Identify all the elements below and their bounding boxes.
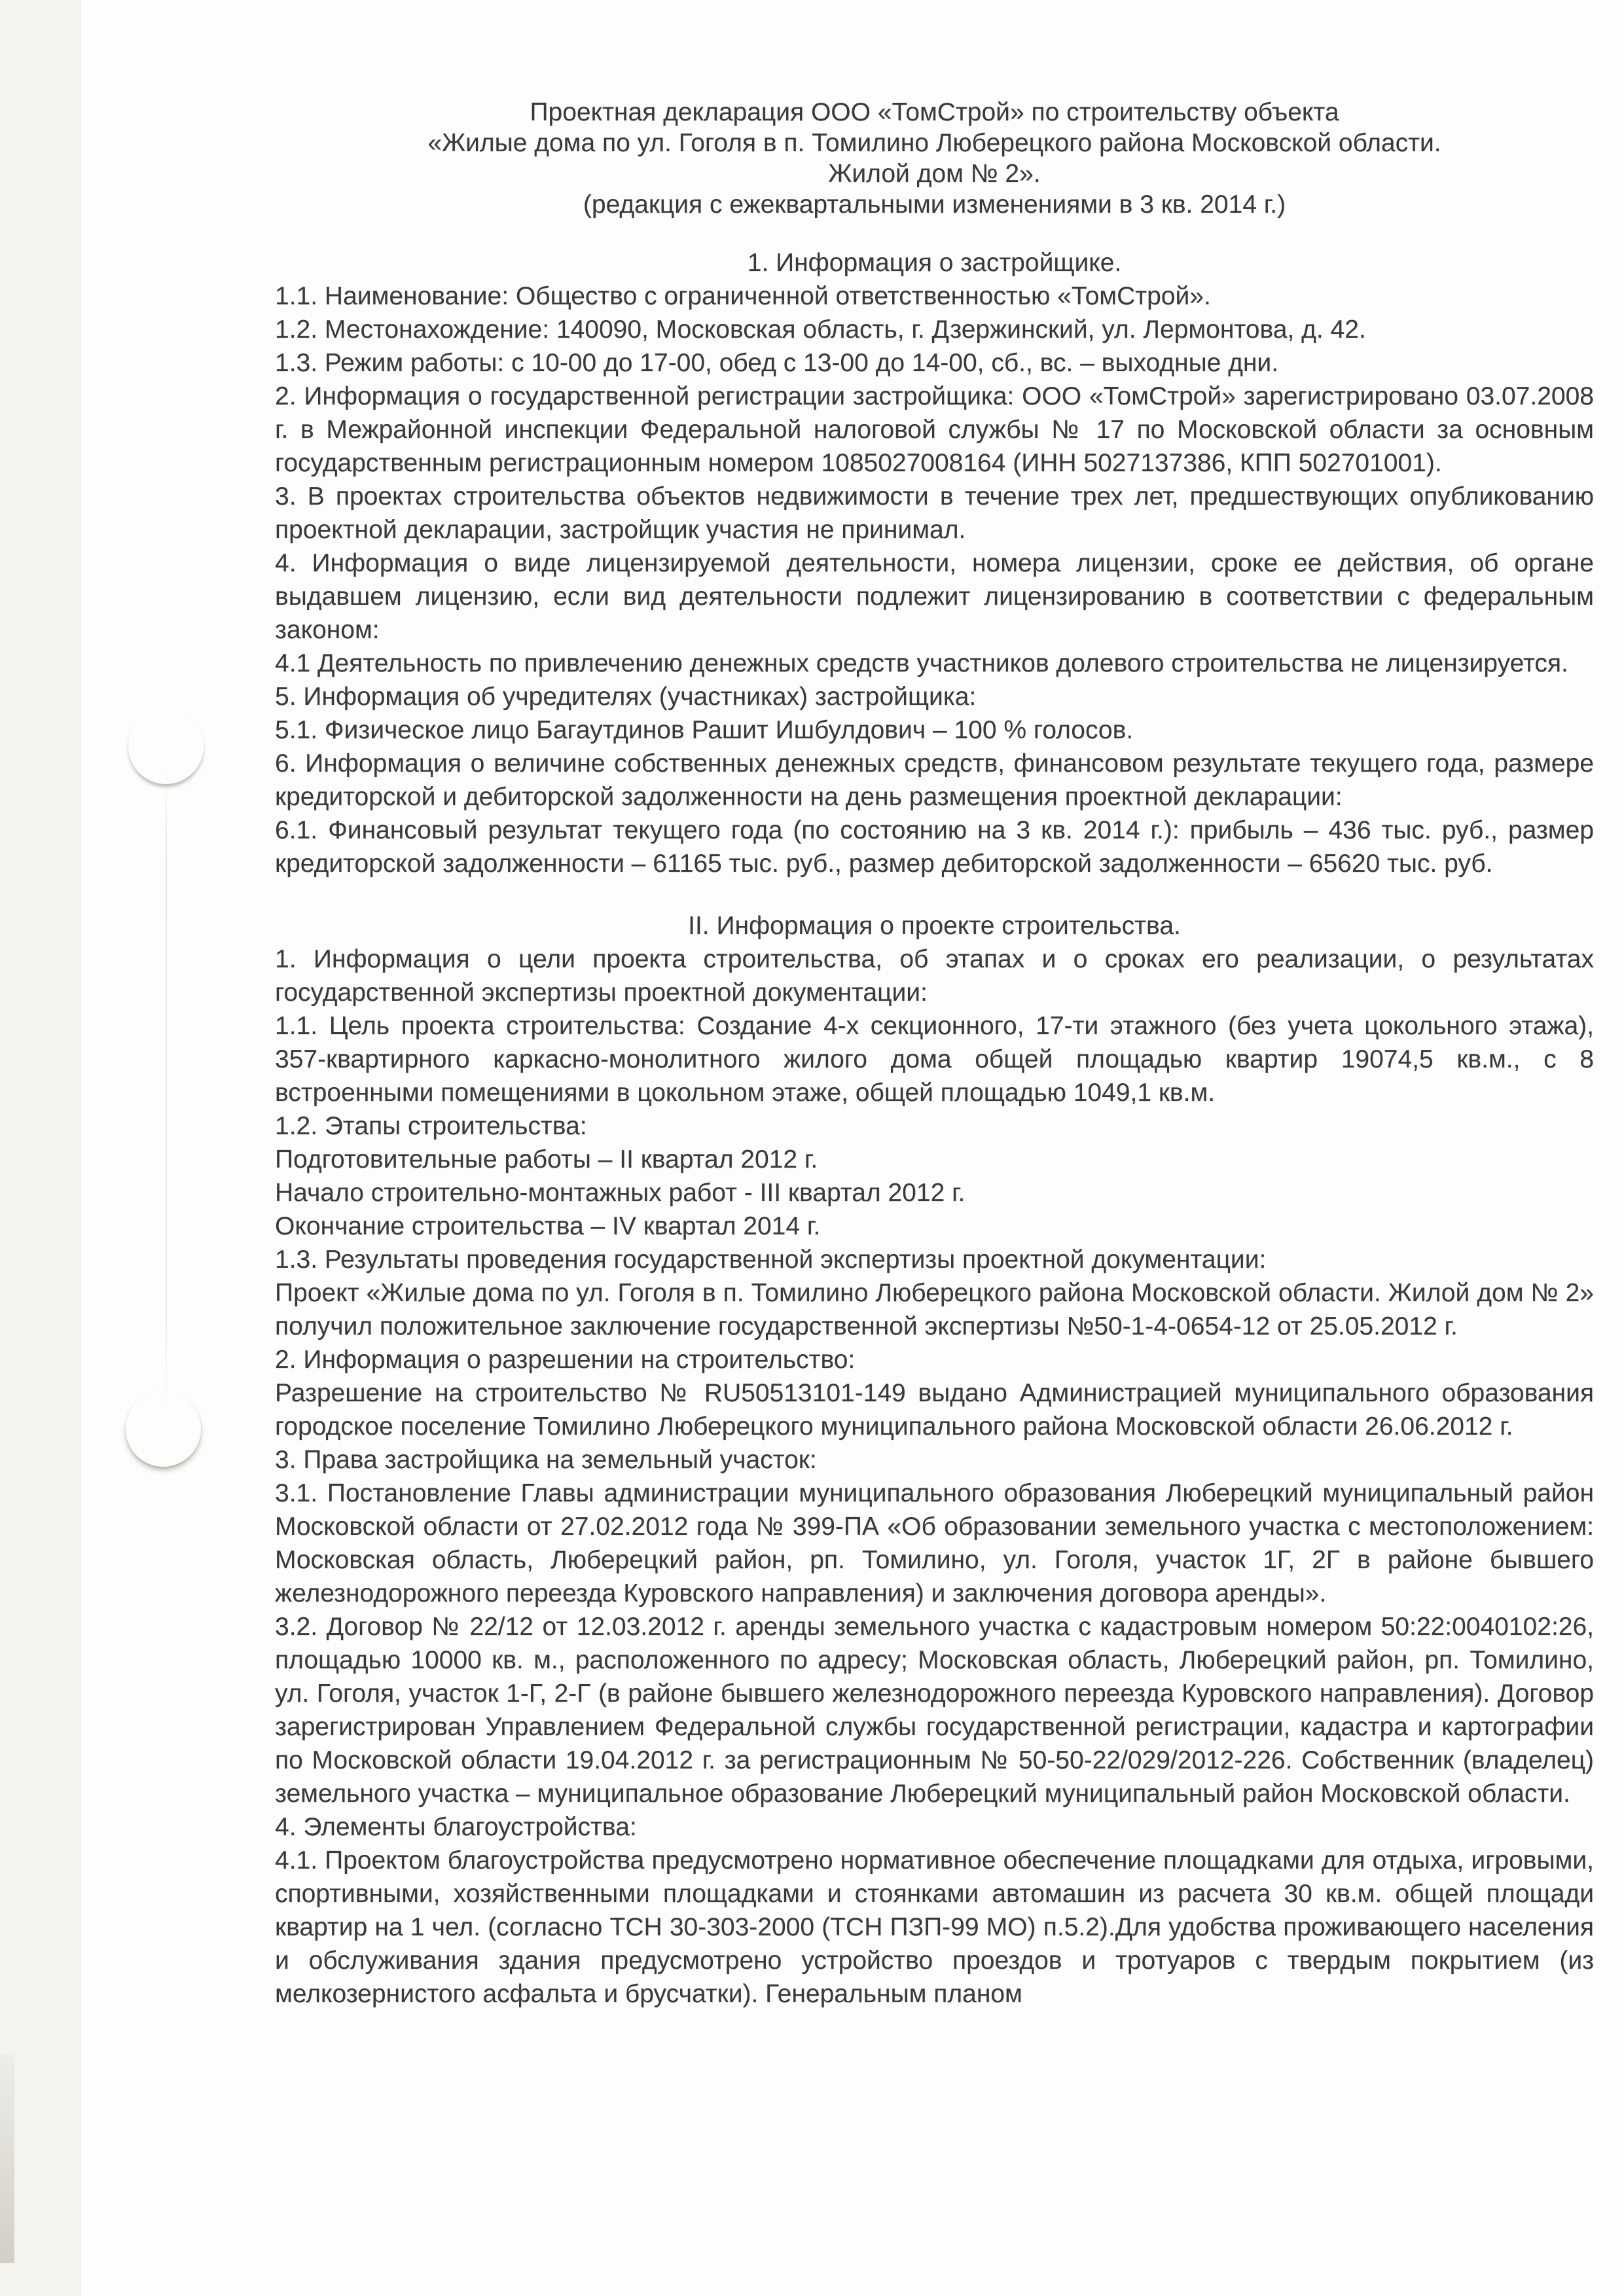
scan-bottom-left-shadow [0, 2055, 14, 2263]
para-5-1-founder: 5.1. Физическое лицо Багаутдинов Рашит Ишбулдович – 100 % голосов. [275, 716, 1134, 744]
para-1-1-name: 1.1. Наименование: Общество с ограниченной ответственностью «ТомСтрой». [275, 282, 1211, 310]
para-ii-permit-details: Разрешение на строительство № RU50513101-149 выдано Администрацией муниципального образования городское поселение Томилино Люберецкого муниципального района Московской области 26.06.2012 г. [275, 1379, 1594, 1441]
section-2-body [275, 942, 1594, 2011]
para-ii-4-improvements-heading: 4. Элементы благоустройства: [275, 1813, 637, 1841]
title-line-1: Проектная декларация ООО «ТомСтрой» по строительству объекта [530, 98, 1339, 126]
scan-left-edge-band [0, 0, 81, 2296]
para-ii-1-1-project-goal: 1.1. Цель проекта строительства: Создание 4-х секционного, 17-ти этажного (без учета цокольного этажа), 357-квартирного каркасно-монолитного жилого дома общей площадью квартир 19074,5 кв.м., с 8 встроенными помещениями в цокольном этаже, общей площадью 1049,1 кв.м. [275, 1012, 1594, 1107]
para-ii-2-permit-heading: 2. Информация о разрешении на строительство: [275, 1346, 856, 1374]
para-ii-1-2-stages-heading: 1.2. Этапы строительства: [275, 1112, 587, 1140]
section-1-heading: 1. Информация о застройщике. [747, 249, 1122, 277]
hole-punch-bottom [126, 1391, 201, 1467]
para-1-3-work-hours: 1.3. Режим работы: с 10-00 до 17-00, обед с 13-00 до 14-00, сб., вс. – выходные дни. [275, 349, 1279, 377]
para-ii-stage-preparatory: Подготовительные работы – II квартал 2012 г. [275, 1145, 818, 1174]
para-2-state-registration: 2. Информация о государственной регистрации застройщика: ООО «ТомСтрой» зарегистрировано 03.07.2008 г. в Межрайонной инспекции Федеральной налоговой службы № 17 по Московской области за основным государственным регистрационным номером 1085027008164 (ИНН 5027137386, КПП 502701001). [275, 382, 1594, 477]
para-ii-stage-completion: Окончание строительства – IV квартал 2014 г. [275, 1212, 821, 1240]
para-ii-1-project-goal-heading: 1. Информация о цели проекта строительства, об этапах и о сроках его реализации, о результатах государственной экспертизы проектной документации: [275, 945, 1594, 1007]
title-line-2: «Жилые дома по ул. Гоголя в п. Томилино Люберецкого района Московской области. [427, 129, 1441, 157]
para-ii-3-land-rights-heading: 3. Права застройщика на земельный участок: [275, 1446, 817, 1474]
para-4-1-licensing-note: 4.1 Деятельность по привлечению денежных средств участников долевого строительства не лицензируется. [275, 649, 1568, 677]
document-content [275, 97, 1594, 2011]
para-ii-expertise-conclusion: Проект «Жилые дома по ул. Гоголя в п. Томилино Люберецкого района Московской области. Жилой дом № 2» получил положительное заключение государственной экспертизы №50-1-4-0654-12 от 25.05.2012 г. [275, 1279, 1594, 1340]
para-ii-3-1-land-resolution: 3.1. Постановление Главы администрации муниципального образования Люберецкий муниципальный район Московской области от 27.02.2012 года № 399-ПА «Об образовании земельного участка с местоположением: Московская область, Люберецкий район, рп. Томилино, ул. Гоголя, участок 1Г, 2Г в районе бывшего железнодорожного переезда Куровского направления) и заключения договора аренды». [275, 1479, 1594, 1607]
para-ii-3-2-lease-agreement: 3.2. Договор № 22/12 от 12.03.2012 г. аренды земельного участка с кадастровым номером 50:22:0040102:26, площадью 10000 кв. м., расположенного по адресу; Московская область, Люберецкий район, рп. Томилино, ул. Гоголя, участок 1-Г, 2-Г (в районе бывшего железнодорожного переезда Куровского направления). Договор зарегистрирован Управлением Федеральной службы государственной регистрации, кадастра и картографии по Московской области 19.04.2012 г. за регистрационным № 50-50-22/029/2012-226. Собственник (владелец) земельного участка – муниципальное образование Люберецкий муниципальный район Московской области. [275, 1613, 1594, 1808]
para-ii-stage-construction-start: Начало строительно-монтажных работ - III квартал 2012 г. [275, 1179, 965, 1207]
para-6-finances-heading: 6. Информация о величине собственных денежных средств, финансовом результате текущего года, размере кредиторской и дебиторской задолженности на день размещения проектной декларации: [275, 749, 1594, 811]
para-3-prior-projects: 3. В проектах строительства объектов недвижимости в течение трех лет, предшествующих опубликованию проектной декларации, застройщик участия не принимал. [275, 482, 1594, 544]
para-1-2-location: 1.2. Местонахождение: 140090, Московская область, г. Дзержинский, ул. Лермонтова, д. 42. [275, 315, 1366, 344]
binder-crease-line [166, 762, 167, 1417]
section-2-heading: II. Информация о проекте строительства. [688, 912, 1181, 940]
para-6-1-financial-result: 6.1. Финансовый результат текущего года (по состоянию на 3 кв. 2014 г.): прибыль – 436 тыс. руб., размер кредиторской задолженности – 61165 тыс. руб., размер дебиторской задолженности – 65620 тыс. руб. [275, 816, 1594, 878]
para-ii-4-1-improvements: 4.1. Проектом благоустройства предусмотрено нормативное обеспечение площадками для отдыха, игровыми, спортивными, хозяйственными площадками и стоянками автомашин из расчета 30 кв.м. общей площади квартир на 1 чел. (согласно ТСН 30-303-2000 (ТСН ПЗП-99 МО) п.5.2).Для удобства проживающего населения и обслуживания здания предусмотрено устройство проездов и тротуаров с твердым покрытием (из мелкозернистого асфальта и брусчатки). Генеральным планом [275, 1846, 1594, 2008]
title-line-4-edition-note: (редакция с ежеквартальными изменениями в 3 кв. 2014 г.) [583, 190, 1286, 219]
para-5-founders-heading: 5. Информация об учредителях (участниках) застройщика: [275, 683, 977, 711]
para-ii-1-3-expertise-heading: 1.3. Результаты проведения государственной экспертизы проектной документации: [275, 1246, 1267, 1274]
title-line-3: Жилой дом № 2». [828, 160, 1041, 188]
document-title [275, 97, 1594, 220]
section-1-body [275, 279, 1594, 880]
para-4-licensing-info: 4. Информация о виде лицензируемой деятельности, номера лицензии, сроке ее действия, об органе выдавшем лицензию, если вид деятельности подлежит лицензированию в соответствии с федеральным законом: [275, 549, 1594, 644]
